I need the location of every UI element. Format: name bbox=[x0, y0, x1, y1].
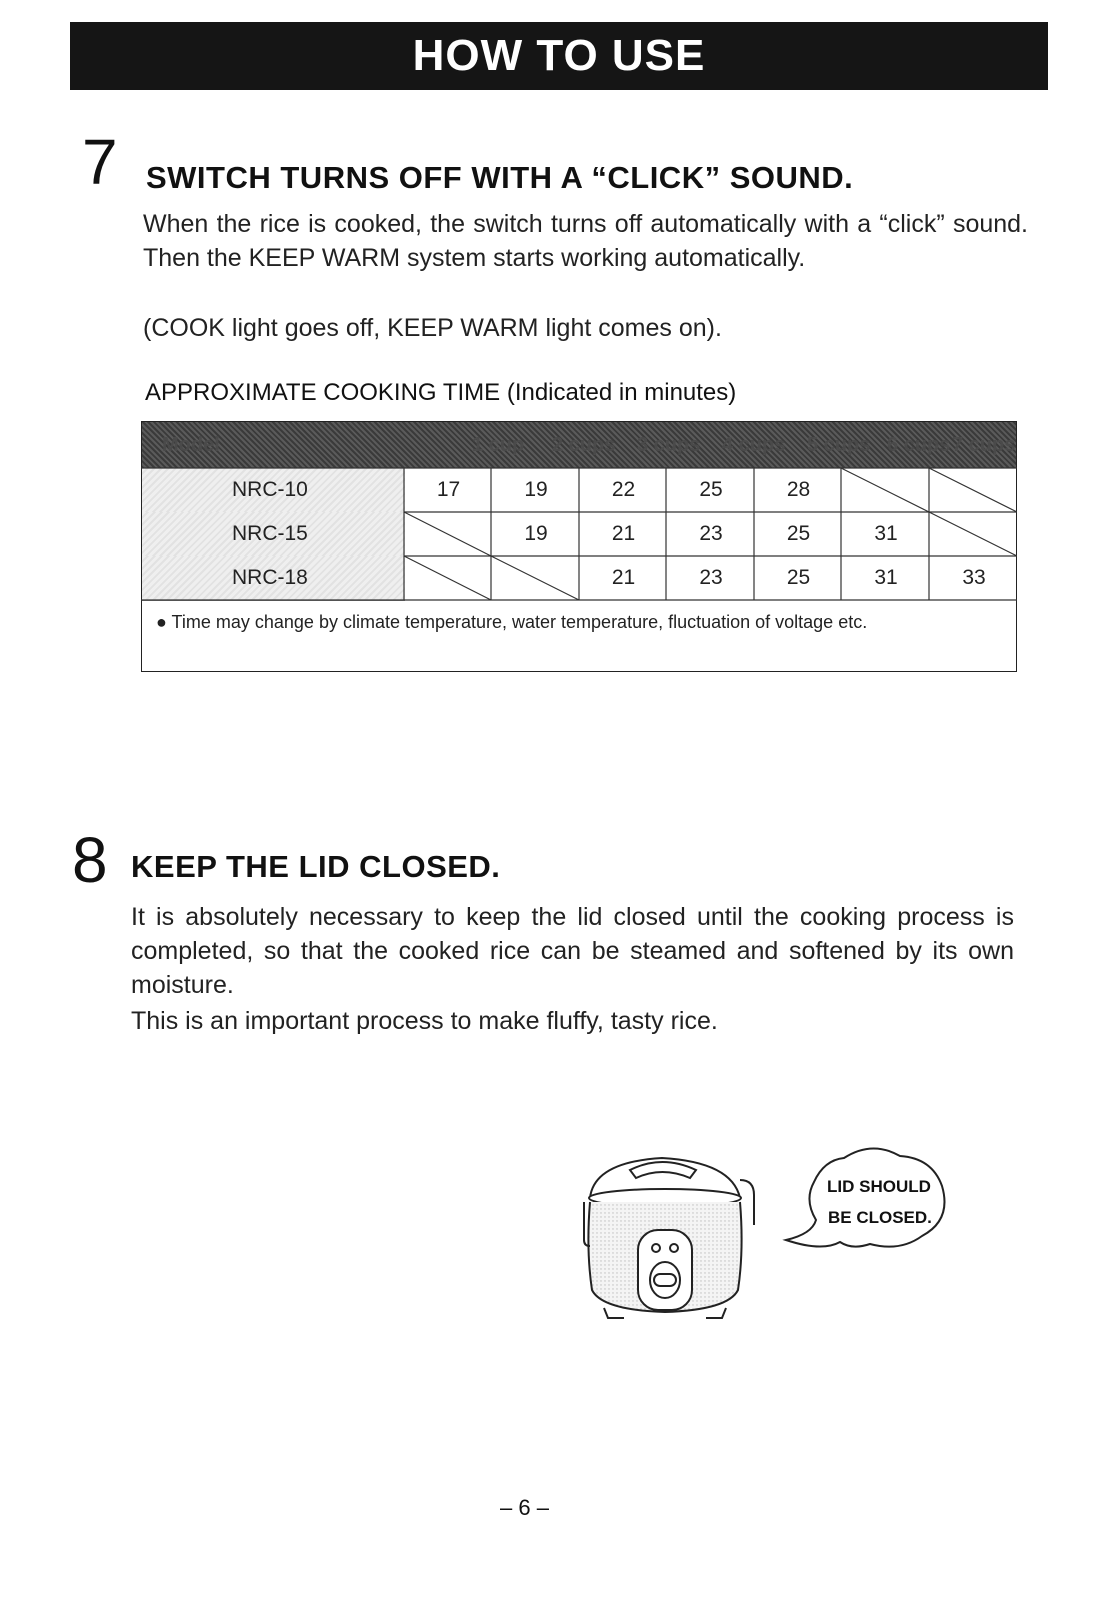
step-7-note: (COOK light goes off, KEEP WARM light comes on). bbox=[143, 314, 722, 342]
step-8-title: KEEP THE LID CLOSED. bbox=[131, 849, 501, 884]
page-number: – 6 – bbox=[500, 1495, 549, 1520]
table-cell: 17 bbox=[436, 478, 461, 501]
model-label: NRC-18 bbox=[232, 566, 308, 589]
model-label: NRC-15 bbox=[232, 522, 308, 545]
banner-title: HOW TO USE bbox=[412, 31, 706, 80]
table-cell: 31 bbox=[874, 566, 898, 589]
header-cell-model: Model bbox=[162, 434, 220, 456]
table-cell: 23 bbox=[699, 522, 723, 545]
step-8-note: This is an important process to make fluffy, tasty rice. bbox=[131, 1007, 718, 1035]
bubble-text-line-2: BE CLOSED. bbox=[828, 1208, 932, 1227]
header-cell-7: 7 cups bbox=[952, 434, 1016, 456]
table-cell: 25 bbox=[699, 478, 723, 501]
table-cell: 31 bbox=[874, 522, 898, 545]
table-cell: 33 bbox=[962, 566, 986, 589]
table-cell: 21 bbox=[611, 566, 636, 589]
header-cell-4: 4 cups bbox=[722, 434, 786, 456]
rice-cooker-icon bbox=[572, 1140, 772, 1330]
table-cell: 23 bbox=[699, 566, 723, 589]
table-cell: 28 bbox=[786, 478, 811, 501]
table-cell: 19 bbox=[524, 522, 548, 545]
table-cell: 22 bbox=[611, 478, 636, 501]
step-8-body: It is absolutely necessary to keep the lid closed until the cooking process is completed, so that the cooked rice can be steamed and softened by its own moisture. bbox=[131, 903, 1014, 999]
table-cell: 25 bbox=[786, 566, 811, 589]
speech-bubble-icon bbox=[782, 1140, 962, 1260]
table-title: APPROXIMATE COOKING TIME (Indicated in minutes) bbox=[145, 379, 737, 406]
table-cell: 19 bbox=[524, 478, 548, 501]
table-cell: 21 bbox=[611, 522, 636, 545]
table-footnote: ● Time may change by climate temperature, water temperature, fluctuation of voltage etc. bbox=[156, 612, 868, 632]
step-7-body: When the rice is cooked, the switch turns off automatically with a “click” sound. Then the KEEP WARM system starts working automatically. bbox=[143, 210, 1028, 272]
section-banner bbox=[70, 22, 1048, 90]
step-8-number: 8 bbox=[72, 824, 108, 896]
table-cell: 25 bbox=[786, 522, 811, 545]
header-cell-3: 3 cups bbox=[637, 434, 701, 456]
model-label: NRC-10 bbox=[232, 478, 308, 501]
step-7-title: SWITCH TURNS OFF WITH A “CLICK” SOUND. bbox=[146, 160, 854, 195]
header-cell-6: 6 cups bbox=[887, 434, 951, 456]
cooking-time-table bbox=[141, 421, 1017, 672]
header-cell-5: 5 cups bbox=[807, 434, 871, 456]
bubble-text-line-1: LID SHOULD bbox=[827, 1177, 931, 1196]
header-cell-1: 1 cup bbox=[472, 434, 525, 456]
header-cell-2: 2 cups bbox=[552, 434, 616, 456]
step-7-number: 7 bbox=[82, 126, 118, 198]
